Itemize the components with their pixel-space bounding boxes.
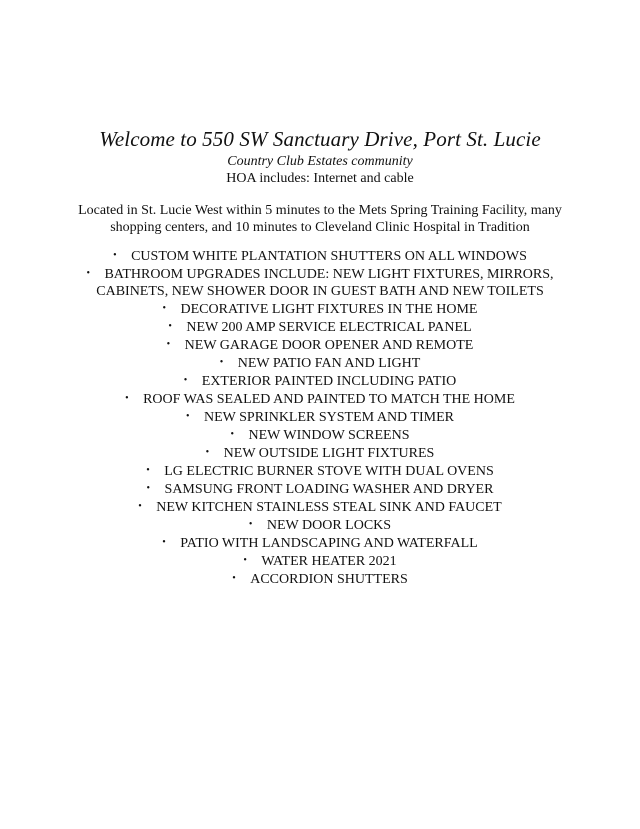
feature-item: • LG ELECTRIC BURNER STOVE WITH DUAL OVENS bbox=[146, 464, 494, 479]
feature-item: • EXTERIOR PAINTED INCLUDING PATIO bbox=[183, 374, 457, 389]
feature-item: • PATIO WITH LANDSCAPING AND WATERFALL bbox=[162, 536, 478, 551]
bullet-icon: • bbox=[162, 303, 167, 314]
bullet-icon: • bbox=[232, 573, 236, 584]
features-list bbox=[0, 247, 640, 588]
feature-item: • NEW 200 AMP SERVICE ELECTRICAL PANEL bbox=[168, 320, 472, 335]
feature-item: • BATHROOM UPGRADES INCLUDE: NEW LIGHT FIXTURES, MIRRORS, bbox=[86, 267, 554, 282]
bullet-icon: • bbox=[113, 250, 117, 261]
bullet-icon: • bbox=[162, 537, 166, 548]
bullet-icon: • bbox=[186, 411, 190, 422]
feature-item-continuation: CABINETS, NEW SHOWER DOOR IN GUEST BATH AND NEW TOILETS bbox=[96, 284, 544, 299]
feature-item: • NEW OUTSIDE LIGHT FIXTURES bbox=[205, 446, 435, 461]
bullet-icon: • bbox=[86, 268, 90, 279]
feature-item: • ACCORDION SHUTTERS bbox=[232, 572, 408, 587]
bullet-icon: • bbox=[168, 321, 172, 332]
bullet-icon: • bbox=[183, 375, 188, 386]
feature-item: • NEW SPRINKLER SYSTEM AND TIMER bbox=[186, 410, 454, 425]
feature-item: • NEW PATIO FAN AND LIGHT bbox=[219, 356, 421, 371]
feature-item: • SAMSUNG FRONT LOADING WASHER AND DRYER bbox=[146, 482, 494, 497]
community-subtitle: Country Club Estates community bbox=[227, 154, 413, 169]
bullet-icon: • bbox=[243, 555, 247, 566]
bullet-icon: • bbox=[146, 483, 151, 494]
bullet-icon: • bbox=[138, 501, 142, 512]
feature-item: • CUSTOM WHITE PLANTATION SHUTTERS ON ALL WINDOWS bbox=[113, 249, 527, 264]
feature-item: • NEW GARAGE DOOR OPENER AND REMOTE bbox=[166, 338, 474, 353]
feature-item: • NEW DOOR LOCKS bbox=[248, 518, 392, 533]
feature-item: • NEW WINDOW SCREENS bbox=[230, 428, 410, 443]
bullet-icon: • bbox=[230, 429, 235, 440]
bullet-icon: • bbox=[219, 357, 224, 368]
document-title: Welcome to 550 SW Sanctuary Drive, Port St. Lucie bbox=[99, 127, 541, 151]
location-paragraph: Located in St. Lucie West within 5 minutes to the Mets Spring Training Facility, many shopping centers, and 10 minutes to Cleveland Clinic Hospital in Tradition bbox=[78, 203, 562, 235]
bullet-icon: • bbox=[125, 393, 129, 404]
bullet-icon: • bbox=[248, 519, 253, 530]
feature-item: • WATER HEATER 2021 bbox=[243, 554, 397, 569]
feature-item: • NEW KITCHEN STAINLESS STEAL SINK AND FAUCET bbox=[138, 500, 502, 515]
feature-item: • DECORATIVE LIGHT FIXTURES IN THE HOME bbox=[162, 302, 478, 317]
bullet-icon: • bbox=[146, 465, 150, 476]
bullet-icon: • bbox=[166, 339, 171, 350]
hoa-line: HOA includes: Internet and cable bbox=[226, 171, 414, 186]
feature-item: • ROOF WAS SEALED AND PAINTED TO MATCH THE HOME bbox=[125, 392, 515, 407]
bullet-icon: • bbox=[205, 447, 210, 458]
